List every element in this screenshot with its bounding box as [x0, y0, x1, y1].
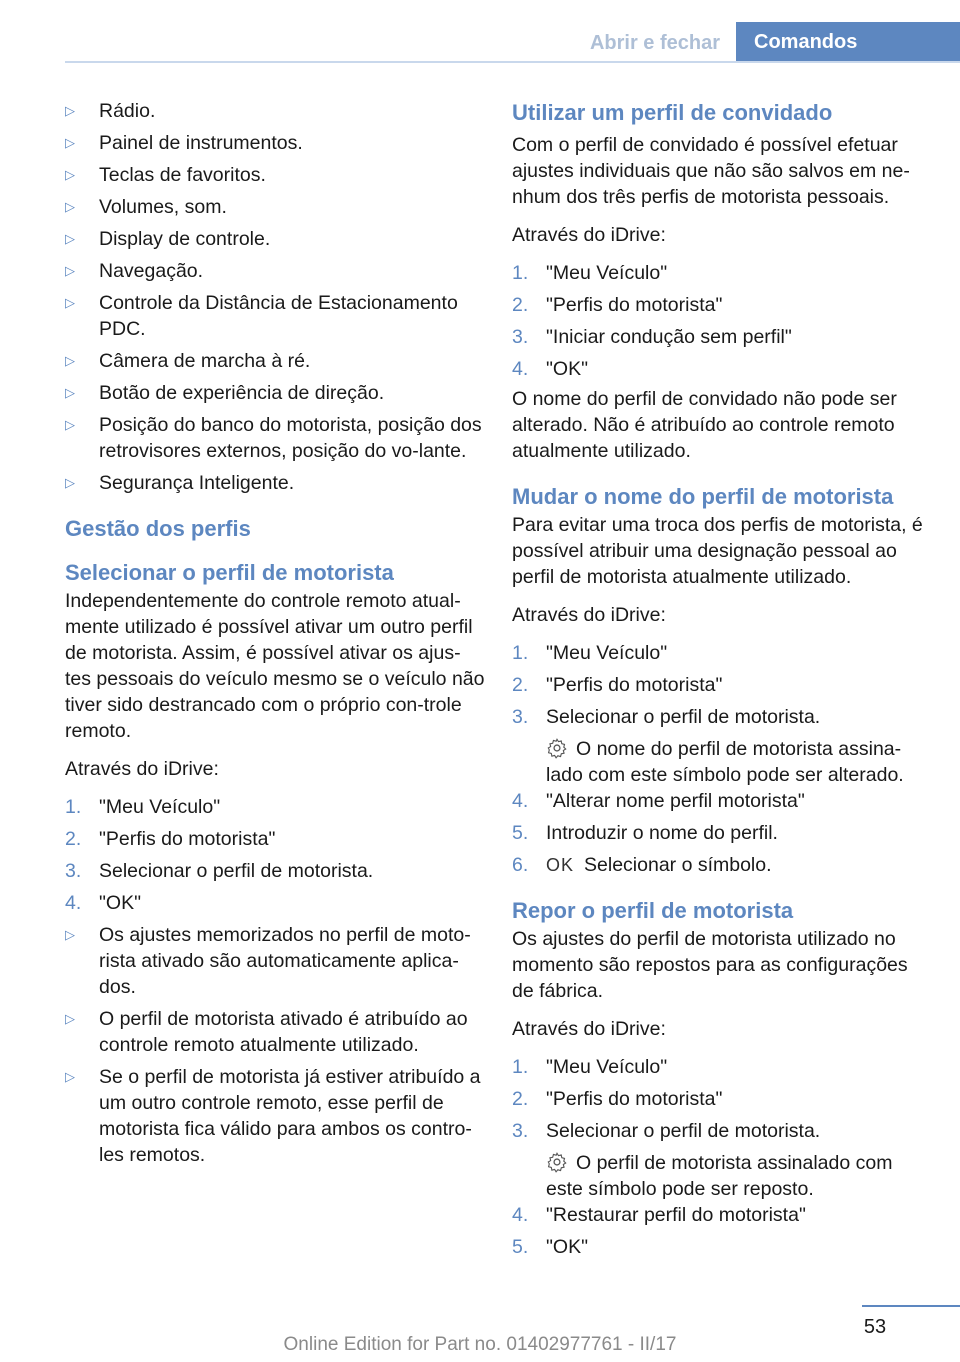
ok-icon: OK	[546, 855, 575, 875]
step-number: 5.	[512, 822, 529, 844]
header-divider	[65, 61, 960, 63]
step-item: 5. Introduzir o nome do perfil.	[512, 822, 778, 844]
via-idrive-label: Através do iDrive:	[65, 758, 219, 780]
step-number: 1.	[512, 1056, 529, 1078]
gear-icon	[546, 737, 568, 759]
step-item: 1. "Meu Veículo"	[512, 262, 668, 284]
triangle-bullet-icon: ▷	[65, 167, 75, 182]
list-item: ▷ Posição do banco do motorista, posição dos retrovisores externos, posição do vo-lante.	[65, 414, 482, 462]
step-number: 4.	[512, 1204, 529, 1226]
step-number: 2.	[512, 1088, 529, 1110]
step-item: 3. "Iniciar condução sem perfil"	[512, 326, 792, 348]
subsection-title: Repor o perfil de motorista	[512, 898, 794, 923]
list-item: ▷ O perfil de motorista ativado é atribuído ao controle remoto atualmente utilizado.	[65, 1008, 468, 1056]
list-item: ▷ Painel de instrumentos.	[65, 132, 303, 154]
list-item: ▷ Segurança Inteligente.	[65, 472, 295, 494]
tab-comandos[interactable]: Comandos	[736, 22, 960, 63]
subsection-title: Utilizar um perfil de convidado	[512, 100, 833, 125]
triangle-bullet-icon: ▷	[65, 927, 75, 942]
step-note: O nome do perfil de motorista assina-lado com este símbolo pode ser alterado.	[546, 738, 904, 786]
step-number: 1.	[512, 262, 529, 284]
step-number: 4.	[65, 892, 82, 914]
step-item: 3. Selecionar o perfil de motorista.	[512, 1120, 821, 1142]
section-title: Gestão dos perfis	[65, 516, 251, 541]
step-item: 2. "Perfis do motorista"	[65, 828, 276, 850]
step-number: 2.	[512, 294, 529, 316]
step-number: 5.	[512, 1236, 529, 1258]
step-note: O perfil de motorista assinalado com este símbolo pode ser reposto.	[546, 1152, 893, 1200]
list-item: ▷ Display de controle.	[65, 228, 271, 250]
step-number: 1.	[512, 642, 529, 664]
step-number: 4.	[512, 358, 529, 380]
list-item: ▷ Se o perfil de motorista já estiver atribuído a um outro controle remoto, esse perfil de motorista fica válido para ambos os contro-les remotos.	[65, 1066, 481, 1166]
triangle-bullet-icon: ▷	[65, 475, 75, 490]
step-number: 3.	[65, 860, 82, 882]
step-item: 2. "Perfis do motorista"	[512, 674, 723, 696]
footer-divider	[862, 1305, 960, 1307]
step-item: 3. Selecionar o perfil de motorista.	[65, 860, 374, 882]
tab-abrir-e-fechar[interactable]: Abrir e fechar	[589, 32, 721, 54]
list-item: ▷ Câmera de marcha à ré.	[65, 350, 311, 372]
step-number: 4.	[512, 790, 529, 812]
step-number: 6.	[512, 854, 529, 876]
triangle-bullet-icon: ▷	[65, 353, 75, 368]
list-item: ▷ Os ajustes memorizados no perfil de moto-rista ativado são automaticamente aplica-dos.	[65, 924, 471, 998]
triangle-bullet-icon: ▷	[65, 1011, 75, 1026]
triangle-bullet-icon: ▷	[65, 199, 75, 214]
via-idrive-label: Através do iDrive:	[512, 1018, 666, 1040]
paragraph: Os ajustes do perfil de motorista utilizado no momento são repostos para as configurações de fábrica.	[512, 928, 908, 1002]
step-item: 5. "OK"	[512, 1236, 589, 1258]
step-number: 2.	[512, 674, 529, 696]
triangle-bullet-icon: ▷	[65, 135, 75, 150]
via-idrive-label: Através do iDrive:	[512, 604, 666, 626]
step-item: 1. "Meu Veículo"	[65, 796, 221, 818]
subsection-title: Selecionar o perfil de motorista	[65, 560, 394, 585]
list-item: ▷ Teclas de favoritos.	[65, 164, 266, 186]
step-item: 6. OK Selecionar o símbolo.	[512, 854, 772, 876]
step-item: 4. "Restaurar perfil do motorista"	[512, 1204, 806, 1226]
paragraph: Com o perfil de convidado é possível efetuar ajustes individuais que não são salvos em ne-nhum dos três perfis de motorista pessoais.	[512, 134, 910, 208]
list-item: ▷ Botão de experiência de direção.	[65, 382, 385, 404]
gear-icon	[546, 1151, 568, 1173]
page-header	[0, 0, 960, 62]
left-column	[65, 98, 485, 1168]
triangle-bullet-icon: ▷	[65, 103, 75, 118]
step-item: 1. "Meu Veículo"	[512, 1056, 668, 1078]
triangle-bullet-icon: ▷	[65, 1069, 75, 1084]
step-item: 2. "Perfis do motorista"	[512, 294, 723, 316]
triangle-bullet-icon: ▷	[65, 231, 75, 246]
step-number: 2.	[65, 828, 82, 850]
list-item: ▷ Controle da Distância de Estacionamento PDC.	[65, 292, 458, 340]
subsection-title: Mudar o nome do perfil de motorista	[512, 484, 894, 509]
step-item: 4. "OK"	[512, 358, 589, 380]
step-item: 2. "Perfis do motorista"	[512, 1088, 723, 1110]
step-number: 3.	[512, 1120, 529, 1142]
triangle-bullet-icon: ▷	[65, 263, 75, 278]
triangle-bullet-icon: ▷	[65, 417, 75, 432]
right-column	[512, 98, 932, 1260]
paragraph: Para evitar uma troca dos perfis de motorista, é possível atribuir uma designação pessoal ao perfil de motorista atualmente utilizado.	[512, 514, 923, 588]
list-item: ▷ Navegação.	[65, 260, 204, 282]
edition-footer: Online Edition for Part no. 01402977761 - II/17	[283, 1334, 677, 1355]
step-item: 3. Selecionar o perfil de motorista.	[512, 706, 821, 728]
list-item: ▷ Volumes, som.	[65, 196, 227, 218]
page-number: 53	[863, 1316, 887, 1338]
step-item: 1. "Meu Veículo"	[512, 642, 668, 664]
step-number: 3.	[512, 706, 529, 728]
paragraph: Independentemente do controle remoto atual-mente utilizado é possível ativar um outro perfil de motorista. Assim, é possível ativar os ajus-tes pessoais do veículo mesmo se o veículo não tiver sido destrancado com o próprio con-trole remoto.	[65, 590, 485, 742]
step-number: 1.	[65, 796, 82, 818]
step-item: 4. "Alterar nome perfil motorista"	[512, 790, 805, 812]
step-number: 3.	[512, 326, 529, 348]
triangle-bullet-icon: ▷	[65, 295, 75, 310]
paragraph: O nome do perfil de convidado não pode ser alterado. Não é atribuído ao controle remoto atualmente utilizado.	[512, 388, 897, 462]
triangle-bullet-icon: ▷	[65, 385, 75, 400]
step-item: 4. "OK"	[65, 892, 142, 914]
list-item: ▷ Rádio.	[65, 100, 156, 122]
via-idrive-label: Através do iDrive:	[512, 224, 666, 246]
